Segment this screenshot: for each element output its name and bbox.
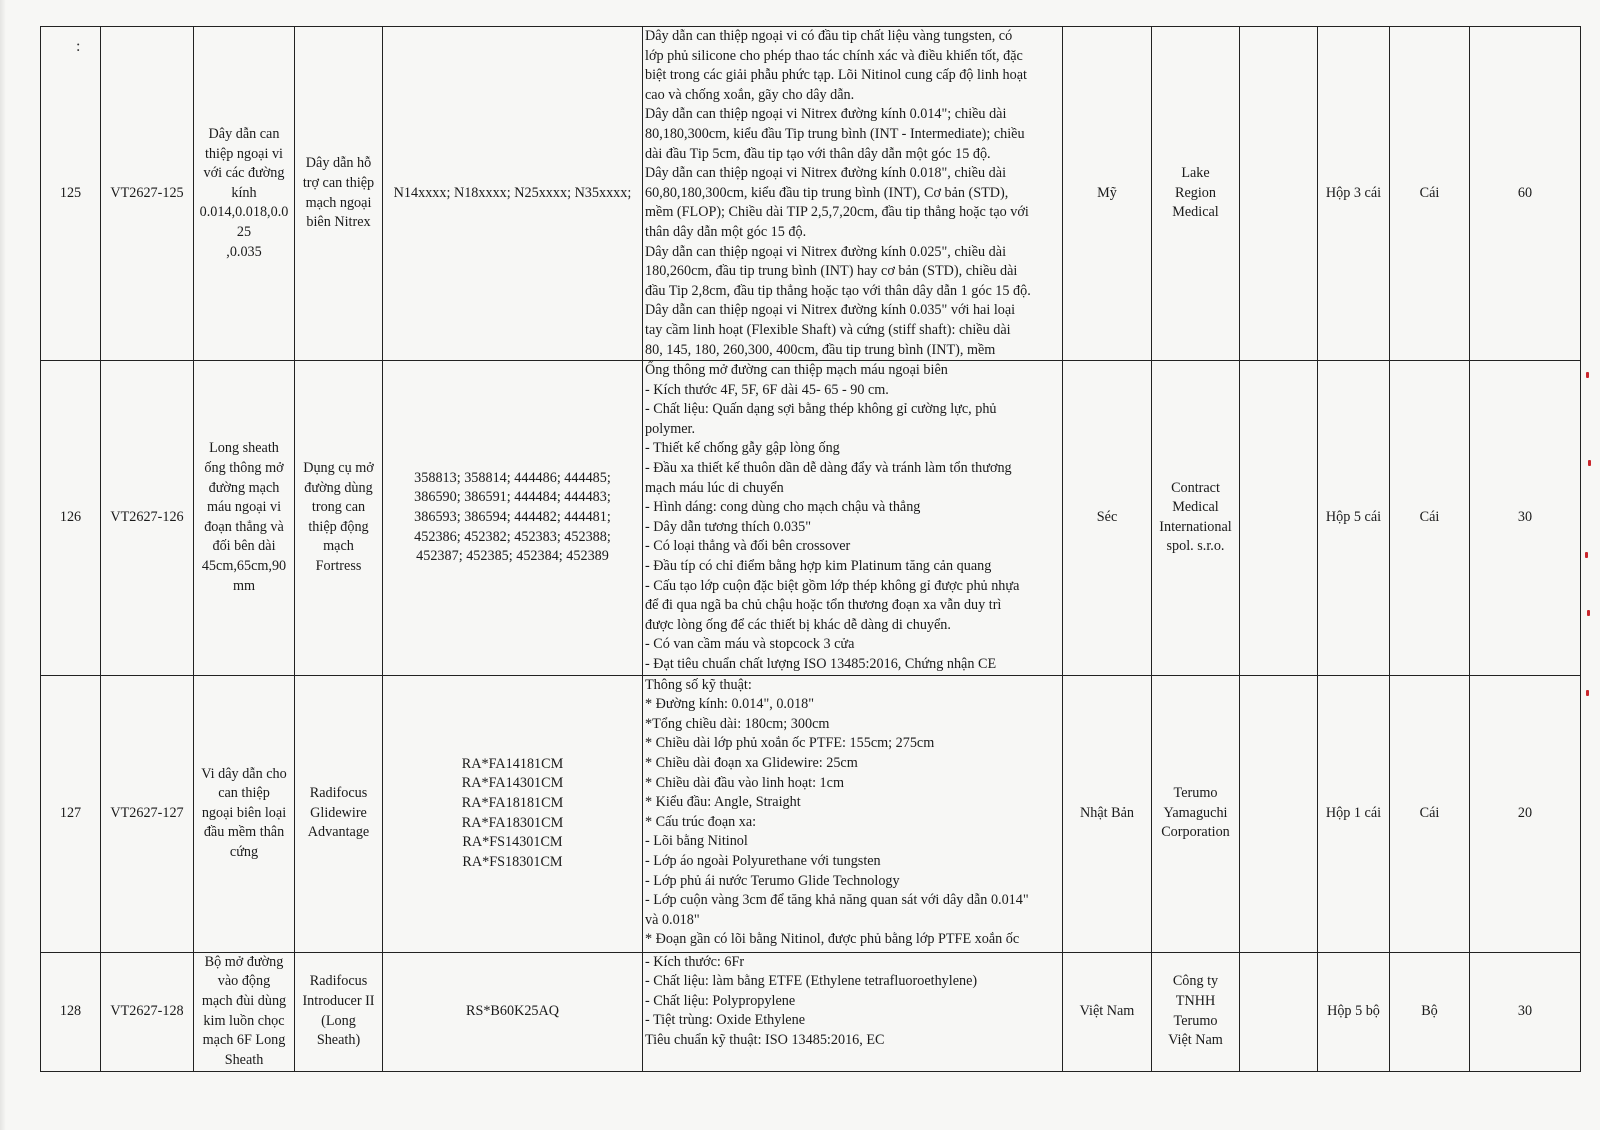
manufacturer-line: Lake (1181, 165, 1210, 182)
table-row (41, 675, 1581, 952)
packing: Hộp 5 bộ (1318, 952, 1390, 1071)
item-name (194, 952, 295, 1071)
item-name-line: với các đường (203, 165, 285, 182)
technical-spec-line: cao và chống xoắn, gãy cho dây dẫn. (645, 86, 855, 103)
technical-spec (643, 27, 1063, 361)
table-row (41, 27, 1581, 361)
row-number: 126 (41, 361, 101, 676)
commercial-name-line: mạch ngoại (305, 194, 372, 211)
row-number: 125 (41, 27, 101, 361)
commercial-name-line: Radifocus (309, 785, 368, 802)
technical-spec-line: - Đầu típ có chỉ điểm bằng hợp kim Platinum tăng cản quang (645, 558, 992, 575)
empty-cell (1240, 952, 1318, 1071)
model-codes-line: 386593; 386594; 444482; 444481; (414, 509, 611, 526)
item-name-line: Dây dẫn can (208, 125, 280, 142)
manufacturer-line: Corporation (1161, 824, 1230, 841)
item-name-line: kính (231, 184, 257, 201)
manufacturer (1152, 952, 1240, 1071)
technical-spec-line: - Đạt tiêu chuẩn chất lượng ISO 13485:2016, Chứng nhận CE (645, 656, 997, 672)
item-name-line: ống thông mở (204, 460, 284, 477)
commercial-name (295, 361, 383, 676)
item-name-line: can thiệp (218, 785, 270, 802)
quantity: 60 (1470, 27, 1581, 361)
manufacturer-line: Region (1175, 184, 1216, 201)
stray-mark: : (76, 38, 81, 55)
item-name-line: cứng (229, 843, 259, 860)
item-name-line: vào động (217, 973, 271, 990)
margin-mark (1586, 690, 1589, 696)
model-codes (383, 952, 643, 1071)
commercial-name-line: trong can (311, 499, 366, 516)
technical-spec (643, 952, 1063, 1071)
row-number: 128 (41, 952, 101, 1071)
commercial-name-line: Glidewire (310, 804, 367, 821)
commercial-name-line: Dây dẫn hỗ (305, 155, 372, 172)
table-row (41, 361, 1581, 676)
model-codes-line: RA*FS18301CM (462, 853, 563, 870)
quantity: 30 (1470, 361, 1581, 676)
model-codes-line: RA*FS14301CM (462, 834, 563, 851)
commercial-name-line: thiệp động (308, 518, 369, 535)
item-name-line: máu ngoại vi (206, 499, 282, 516)
item-name-line: đối bên dài (212, 538, 276, 555)
technical-spec-line: - Cấu tạo lớp cuộn đặc biệt gồm lớp thép không gỉ được phủ nhựa (645, 577, 1020, 594)
packing: Hộp 1 cái (1318, 675, 1390, 952)
technical-spec-line: *Tổng chiều dài: 180cm; 300cm (645, 715, 830, 732)
item-name-line: mạch 6F Long (202, 1032, 286, 1049)
technical-spec-line: - Lõi bằng Nitinol (645, 833, 748, 850)
item-name-line: mạch đùi dùng (201, 993, 287, 1009)
model-codes (383, 361, 643, 676)
technical-spec-line: Ống thông mở đường can thiệp mạch máu ngoại biên (645, 362, 948, 379)
technical-spec-line: * Chiều dài đầu vào linh hoạt: 1cm (645, 774, 844, 791)
technical-spec-line: Thông số kỹ thuật: (645, 676, 752, 693)
manufacturer-line: TNHH (1175, 993, 1216, 1009)
technical-spec-line: - Lớp cuộn vàng 3cm để tăng khả năng quan sát với dây dẫn 0.014" (645, 892, 1029, 909)
item-code: VT2627-126 (101, 361, 194, 676)
technical-spec-line: - Có loại thẳng và đối bên crossover (645, 538, 851, 555)
technical-spec-line: 80, 145, 180, 260,300, 400cm, đầu tip trung bình (INT), mềm (645, 341, 996, 358)
packing: Hộp 5 cái (1318, 361, 1390, 676)
technical-spec-line: - Có van cầm máu và stopcock 3 cửa (645, 636, 855, 653)
item-name-line: 25 (236, 223, 252, 240)
commercial-name-line: Radifocus (309, 973, 368, 990)
item-name-line: Sheath (224, 1051, 264, 1068)
commercial-name-line: trợ can thiệp (302, 174, 375, 191)
technical-spec-line: - Tiệt trùng: Oxide Ethylene (645, 1012, 805, 1029)
quantity: 30 (1470, 952, 1581, 1071)
item-name-line: 0.014,0.018,0.0 (199, 204, 289, 221)
technical-spec-line: mạch máu lúc di chuyển (645, 479, 784, 496)
technical-spec-line: - Lớp phủ ái nước Terumo Glide Technology (645, 872, 900, 889)
technical-spec-line: để đi qua ngã ba chủ chậu hoặc tổn thương đoạn xa vẫn duy trì (645, 597, 1002, 614)
packing: Hộp 3 cái (1318, 27, 1390, 361)
commercial-name-line: (Long (321, 1012, 356, 1029)
commercial-name-line: Dụng cụ mở (303, 460, 374, 477)
manufacturer-line: Contract (1171, 479, 1220, 496)
technical-spec-line: mềm (FLOP); Chiều dài TIP 2,5,7,20cm, đầu tip thẳng hoặc tạo với (645, 204, 1029, 221)
technical-spec-line: - Chất liệu: làm bằng ETFE (Ethylene tetrafluoroethylene) (645, 973, 978, 990)
technical-spec-line: Dây dẫn can thiệp ngoại vi Nitrex đường kính 0.014"; chiều dài (645, 106, 1007, 123)
technical-spec-line: - Chất liệu: Quấn dạng sợi bằng thép không gỉ cường lực, phủ (645, 401, 997, 418)
technical-spec-line: Dây dẫn can thiệp ngoại vi Nitrex đường kính 0.018", chiều dài (645, 165, 1007, 182)
technical-spec-line: * Đoạn gần có lõi bằng Nitinol, được phủ bằng lớp PTFE xoắn ốc (645, 931, 1020, 948)
technical-spec-line: - Kích thước 4F, 5F, 6F dài 45- 65 - 90 cm. (645, 381, 889, 398)
margin-mark (1586, 372, 1589, 378)
unit: Cái (1390, 675, 1470, 952)
item-name (194, 27, 295, 361)
manufacturer-line: Công ty (1172, 973, 1219, 990)
margin-mark (1588, 460, 1591, 466)
scan-edge-shadow (0, 0, 6, 1130)
model-codes-line: N14xxxx; N18xxxx; N25xxxx; N35xxxx; (393, 184, 632, 201)
technical-spec-line: và 0.018" (645, 911, 700, 928)
row-number: 127 (41, 675, 101, 952)
unit: Cái (1390, 361, 1470, 676)
product-table (40, 26, 1581, 1072)
model-codes-line: 452386; 452382; 452383; 452388; (414, 528, 611, 545)
model-codes-line: 386590; 386591; 444484; 444483; (414, 489, 611, 506)
commercial-name (295, 675, 383, 952)
technical-spec-line: 80,180,300cm, kiểu đầu Tip trung bình (INT - Intermediate); chiều (645, 125, 1025, 142)
model-codes-line: RA*FA18181CM (461, 795, 564, 811)
origin-country: Nhật Bản (1063, 675, 1152, 952)
table-row (41, 952, 1581, 1071)
margin-mark (1587, 610, 1590, 616)
item-name-line: đoạn thẳng và (204, 518, 284, 535)
technical-spec-line: - Kích thước: 6Fr (645, 953, 745, 970)
unit: Cái (1390, 27, 1470, 361)
technical-spec-line: * Cấu trúc đoạn xa: (645, 813, 757, 830)
item-name-line: 45cm,65cm,90 (201, 558, 287, 575)
commercial-name (295, 27, 383, 361)
technical-spec-line: 60,80,180,300cm, kiểu đầu tip trung bình (INT), Cơ bản (STD), (645, 184, 1009, 201)
technical-spec-line: - Đầu xa thiết kế thuôn dần dễ dàng đẩy và tránh làm tổn thương (645, 460, 1012, 477)
model-codes-line: RA*FA14181CM (461, 755, 564, 772)
commercial-name-line: đường dùng (304, 479, 373, 496)
technical-spec-line: - Hình dáng: cong dùng cho mạch chậu và thẳng (645, 499, 921, 516)
technical-spec-line: * Đường kính: 0.014", 0.018" (645, 696, 815, 713)
item-name (194, 361, 295, 676)
empty-cell (1240, 361, 1318, 676)
item-name (194, 675, 295, 952)
model-codes (383, 675, 643, 952)
technical-spec-line: * Chiều dài đoạn xa Glidewire: 25cm (645, 754, 858, 771)
commercial-name-line: Introducer II (302, 993, 375, 1009)
technical-spec-line: Dây dẫn can thiệp ngoại vi Nitrex đường kính 0.035" với hai loại (645, 302, 1016, 319)
manufacturer (1152, 361, 1240, 676)
technical-spec-line: Tiêu chuẩn kỹ thuật: ISO 13485:2016, EC (645, 1031, 885, 1048)
technical-spec-line: thân dây dẫn một góc 15 độ. (645, 223, 807, 240)
item-name-line: ,0.035 (226, 243, 262, 260)
manufacturer-line: Medical (1172, 499, 1219, 516)
model-codes-line: 358813; 358814; 444486; 444485; (414, 469, 611, 486)
origin-country: Mỹ (1063, 27, 1152, 361)
technical-spec-line: Dây dẫn can thiệp ngoại vi có đầu tip chất liệu vàng tungsten, có (645, 28, 1013, 44)
technical-spec-line: - Dây dẫn tương thích 0.035" (645, 518, 811, 535)
item-name-line: Vi dây dẫn cho (201, 765, 287, 782)
model-codes-line: RS*B60K25AQ (465, 1002, 560, 1019)
manufacturer-line: Terumo (1173, 1012, 1218, 1029)
technical-spec-line: * Chiều dài lớp phủ xoắn ốc PTFE: 155cm; 275cm (645, 735, 935, 752)
technical-spec-line: - Thiết kế chống gẫy gập lòng ống (645, 440, 840, 457)
item-name-line: kim luồn chọc (203, 1012, 285, 1029)
technical-spec-line: polymer. (645, 420, 696, 437)
model-codes-line: RA*FA18301CM (461, 814, 564, 831)
manufacturer-line: Việt Nam (1168, 1032, 1223, 1049)
item-code: VT2627-125 (101, 27, 194, 361)
item-name-line: ngoại biên loại (201, 804, 287, 821)
item-name-line: mm (232, 577, 256, 594)
unit: Bộ (1390, 952, 1470, 1071)
technical-spec-line: đầu Tip 2,8cm, đầu tip thẳng hoặc tạo với thân dây dẫn 1 góc 15 độ. (645, 282, 1031, 299)
commercial-name-line: Sheath) (316, 1032, 361, 1049)
manufacturer (1152, 27, 1240, 361)
item-name-line: Bộ mở đường (204, 953, 284, 970)
item-name-line: đầu mềm thân (203, 824, 285, 841)
empty-cell (1240, 675, 1318, 952)
technical-spec-line: được lòng ống để các thiết bị khác dễ dàng di chuyển. (645, 616, 951, 633)
manufacturer-line: International (1159, 518, 1232, 535)
manufacturer-line: Terumo (1173, 785, 1218, 802)
technical-spec-line: biệt trong các giải phẫu phức tạp. Lõi Nitinol cung cấp độ linh hoạt (645, 67, 1027, 84)
technical-spec-line: - Chất liệu: Polypropylene (645, 992, 796, 1009)
technical-spec (643, 675, 1063, 952)
technical-spec-line: * Kiểu đầu: Angle, Straight (645, 794, 801, 811)
model-codes-line: 452387; 452385; 452384; 452389 (416, 548, 609, 565)
technical-spec-line: dài đầu Tip 5cm, đầu tip tạo với thân dây dẫn một góc 15 độ. (645, 145, 991, 162)
origin-country: Việt Nam (1063, 952, 1152, 1071)
commercial-name-line: Fortress (315, 558, 362, 575)
empty-cell (1240, 27, 1318, 361)
technical-spec (643, 361, 1063, 676)
origin-country: Séc (1063, 361, 1152, 676)
commercial-name-line: mạch (323, 538, 354, 555)
technical-spec-line: Dây dẫn can thiệp ngoại vi Nitrex đường kính 0.025", chiều dài (645, 243, 1007, 260)
commercial-name-line: biên Nitrex (306, 214, 371, 231)
technical-spec-line: - Lớp áo ngoài Polyurethane với tungsten (645, 852, 881, 869)
model-codes-line: RA*FA14301CM (461, 775, 564, 792)
item-code: VT2627-127 (101, 675, 194, 952)
item-name-line: đường mạch (208, 479, 280, 496)
item-name-line: Long sheath (209, 440, 279, 457)
manufacturer-line: spol. s.r.o. (1166, 538, 1225, 555)
model-codes (383, 27, 643, 361)
technical-spec-line: tay cầm linh hoạt (Flexible Shaft) và cứng (stiff shaft): chiều dài (645, 321, 1011, 338)
manufacturer-line: Medical (1172, 204, 1219, 221)
commercial-name-line: Advantage (307, 824, 370, 841)
manufacturer-line: Yamaguchi (1163, 804, 1228, 821)
quantity: 20 (1470, 675, 1581, 952)
manufacturer (1152, 675, 1240, 952)
item-code: VT2627-128 (101, 952, 194, 1071)
item-name-line: thiệp ngoại vi (204, 145, 284, 162)
margin-mark (1585, 552, 1588, 558)
commercial-name (295, 952, 383, 1071)
technical-spec-line: 180,260cm, đầu tip trung bình (INT) hay cơ bản (STD), chiều dài (645, 263, 1018, 280)
technical-spec-line: lớp phủ silicone cho phép thao tác chính xác và điều khiển tốt, đặc (645, 47, 1023, 64)
